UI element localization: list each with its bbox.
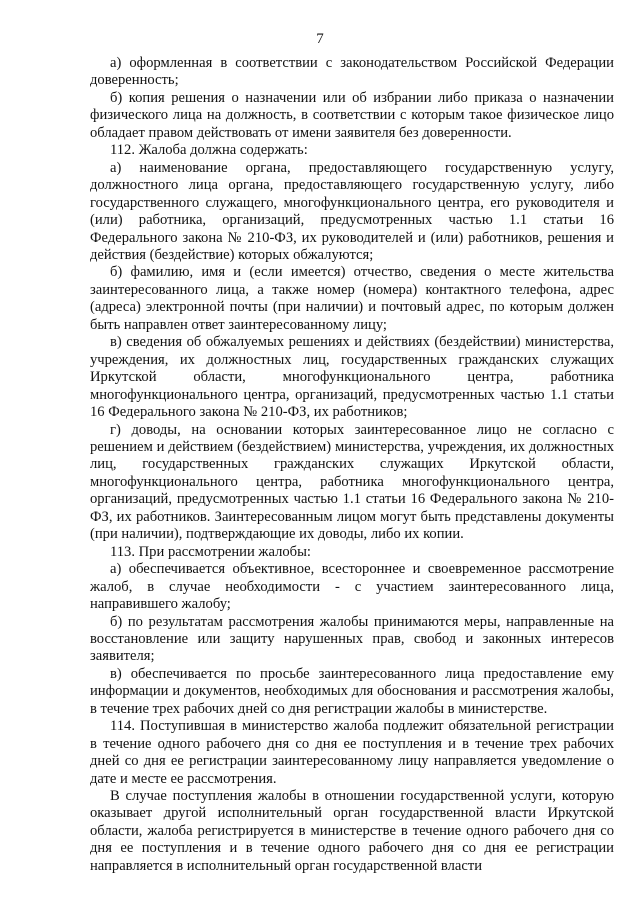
- paragraph-112-d: г) доводы, на основании которых заинтересованное лицо не согласно с решением и действием (бездействием) министерства, учреждения, их должностных лиц, государственных гражданских служащих Иркутской области, многофункционального центра, работника многофункционального центра, организаций, предусмотренных частью 1.1 статьи 16 Федерального закона № 210-ФЗ, их работников. Заинтересованным лицом могут быть представлены документы (при наличии), подтверждающие их доводы, либо их копии.: [90, 421, 614, 543]
- paragraph-112-b: б) фамилию, имя и (если имеется) отчество, сведения о месте жительства заинтересованного лица, а также номер (номера) контактного телефона, адрес (адреса) электронной почты (при наличии) и почтовый адрес, по которым должен быть направлен ответ заинтересованному лицу;: [90, 264, 614, 333]
- paragraph-112-heading: 112. Жалоба должна содержать:: [110, 142, 308, 159]
- document-body: [90, 55, 614, 875]
- paragraph-113-a: а) обеспечивается объективное, всестороннее и своевременное рассмотрение жалоб, в случае необходимости - с участием заинтересованного лица, направившего жалобу;: [90, 561, 614, 613]
- paragraph-a-power-of-attorney: а) оформленная в соответствии с законодательством Российской Федерации доверенность;: [90, 55, 614, 89]
- paragraph-b-appointment-copy: б) копия решения о назначении или об избрании либо приказа о назначении физического лица на должность, в соответствии с которым такое физическое лицо обладает правом действовать от имени заявителя без доверенности.: [90, 89, 614, 141]
- paragraph-112-a: а) наименование органа, предоставляющего государственную услугу, должностного лица органа, предоставляющего государственную услугу, либо государственного служащего, многофункционального центра, его руководителя и (или) работника, организаций, предусмотренных частью 1.1 статьи 16 Федерального закона № 210-ФЗ, их руководителей и (или) работников, решения и действия (бездействие) которых обжалуются;: [90, 159, 614, 263]
- paragraph-113-b: б) по результатам рассмотрения жалобы принимаются меры, направленные на восстановление или защиту нарушенных прав, свобод и законных интересов заявителя;: [90, 613, 614, 665]
- paragraph-113-heading: 113. При рассмотрении жалобы:: [110, 543, 311, 560]
- paragraph-114-other-authority: В случае поступления жалобы в отношении государственной услуги, которую оказывает другой исполнительный орган государственной власти Иркутской области, жалоба регистрируется в министерстве в течение одного рабочего дня со дня ее поступления и в течение одного рабочего дня со дня ее регистрации направляется в исполнительный орган государственной власти: [90, 788, 614, 874]
- page-number: 7: [316, 31, 324, 47]
- paragraph-112-c: в) сведения об обжалуемых решениях и действиях (бездействии) министерства, учреждения, их должностных лиц, государственных гражданских служащих Иркутской области, многофункционального центра, работника многофункционального центра, организаций, предусмотренных частью 1.1 статьи 16 Федерального закона № 210-ФЗ, их работников;: [90, 334, 614, 421]
- paragraph-113-c: в) обеспечивается по просьбе заинтересованного лица предоставление ему информации и документов, необходимых для обоснования и рассмотрения жалобы, в течение трех рабочих дней со дня регистрации жалобы в министерстве.: [90, 665, 614, 717]
- paragraph-114: 114. Поступившая в министерство жалоба подлежит обязательной регистрации в течение одного рабочего дня со дня ее поступления и в течение трех рабочих дней со дня ее регистрации заинтересованному лицу направляется уведомление о дате и месте ее рассмотрения.: [90, 718, 614, 787]
